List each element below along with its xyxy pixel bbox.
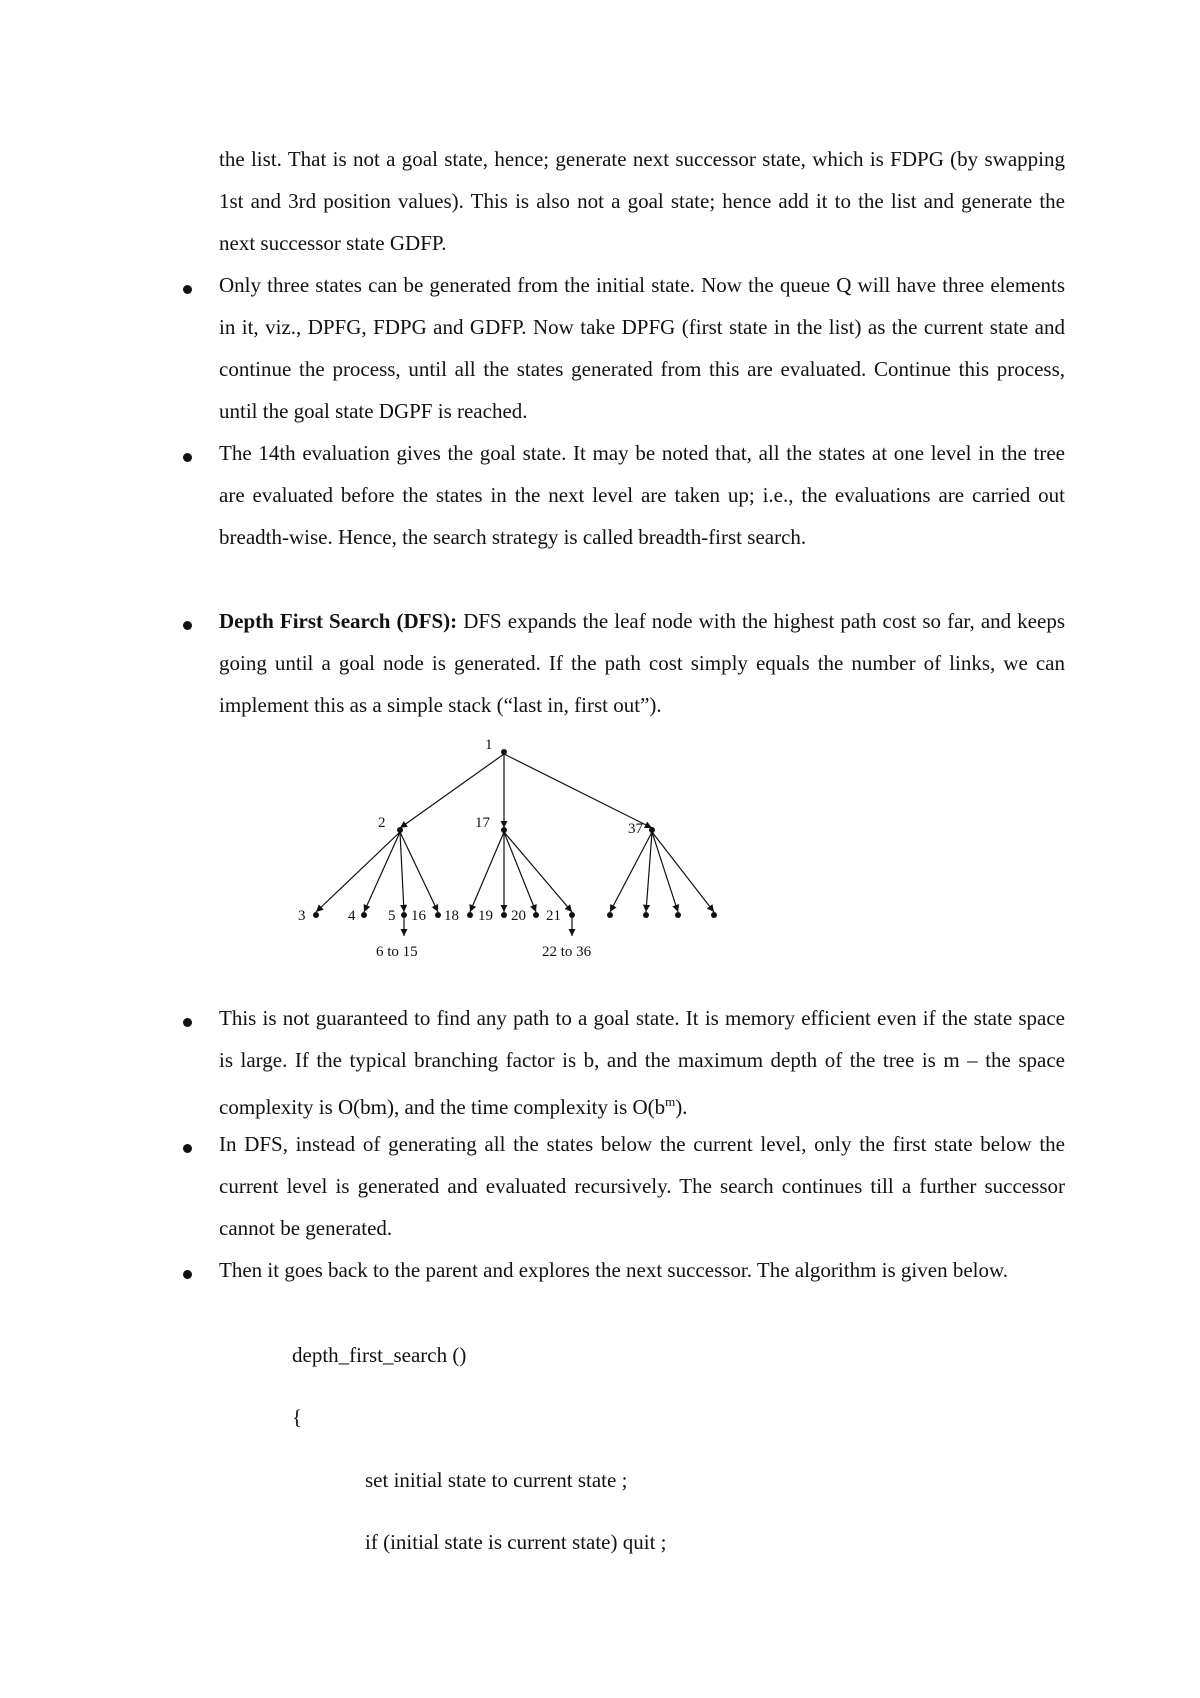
tree-label-leaf: 5	[388, 908, 396, 924]
tree-label-level1: 2	[378, 815, 386, 831]
code-line-quit-check: if (initial state is current state) quit ;	[365, 1530, 667, 1554]
tree-node	[675, 912, 681, 918]
dfs-heading: Depth First Search (DFS):	[219, 609, 458, 633]
tree-label-leaf: 19	[478, 908, 493, 924]
bullet-paragraph-recursive: In DFS, instead of generating all the states below the current level, only the first state below the current level is generated and evaluated recursively. The search continues till a further successor cannot be generated.	[219, 1132, 1065, 1240]
tree-node	[649, 827, 655, 833]
tree-label-level1: 37	[628, 821, 643, 837]
bullet-dot	[183, 1144, 192, 1153]
bullet-paragraph-backtrack: Then it goes back to the parent and explores the next successor. The algorithm is given below.	[219, 1258, 1009, 1282]
complexity-text: This is not guaranteed to find any path to a goal state. It is memory efficient even if the state space is large. If the typical branching factor is b, and the maximum depth of the tree is m – the space complexity is O(bm), and the time complexity is O(b	[219, 1006, 1065, 1119]
complexity-end: ).	[675, 1095, 688, 1119]
dfs-tree-diagram	[280, 730, 740, 970]
bullet-dot	[183, 621, 192, 630]
tree-node	[533, 912, 539, 918]
tree-edge	[470, 832, 504, 912]
tree-label-leaf: 4	[348, 908, 356, 924]
bullet-dot	[183, 1018, 192, 1027]
tree-edge	[652, 832, 714, 912]
tree-edge	[504, 832, 572, 912]
bullet-paragraph-goal-evaluation: The 14th evaluation gives the goal state. It may be noted that, all the states at one level in the tree are evaluated before the states in the next level are taken up; i.e., the evaluations are carried out breadth-wise. Hence, the search strategy is called breadth-first search.	[219, 441, 1065, 549]
dfs-description: DFS expands the leaf node with the highest path cost so far, and keeps going until a goal node is generated. If the path cost simply equals the number of links, we can implement this as a simple stack (“last in, first out”).	[219, 609, 1065, 717]
tree-node-root	[501, 749, 507, 755]
tree-node	[569, 912, 575, 918]
paragraph-continuation: the list. That is not a goal state, hence; generate next successor state, which is FDPG (by swapping 1st and 3rd position values). This is also not a goal state; hence add it to the list and generate the next successor state GDFP.	[219, 147, 1065, 255]
tree-label-leaf: 21	[546, 908, 561, 924]
tree-node	[501, 827, 507, 833]
tree-node	[313, 912, 319, 918]
tree-edge	[610, 832, 652, 912]
tree-edge	[504, 832, 536, 912]
tree-label-level1: 17	[475, 815, 490, 831]
tree-node	[467, 912, 473, 918]
tree-node	[397, 827, 403, 833]
tree-label-expansion: 22 to 36	[542, 944, 592, 960]
tree-edge	[316, 832, 400, 912]
tree-node	[361, 912, 367, 918]
code-line-function: depth_first_search ()	[292, 1343, 467, 1367]
tree-edge	[652, 832, 678, 912]
bullet-dot	[183, 1270, 192, 1279]
bullet-paragraph-three-states: Only three states can be generated from the initial state. Now the queue Q will have three elements in it, viz., DPFG, FDPG and GDFP. Now take DPFG (first state in the list) as the current state and continue the process, until all the states generated from this are evaluated. Continue this process, until the goal state DGPF is reached.	[219, 273, 1065, 423]
code-line-initial-state: set initial state to current state ;	[365, 1468, 628, 1492]
tree-node	[435, 912, 441, 918]
tree-label-expansion: 6 to 15	[376, 944, 418, 960]
bullet-dot	[183, 453, 192, 462]
tree-label-leaf: 18	[444, 908, 459, 924]
tree-label-leaf: 20	[511, 908, 526, 924]
tree-node	[643, 912, 649, 918]
tree-node	[711, 912, 717, 918]
tree-node	[501, 912, 507, 918]
tree-edge	[364, 832, 400, 912]
tree-edge	[504, 754, 652, 828]
bullet-paragraph-dfs-definition	[219, 600, 1065, 726]
complexity-exponent: m	[665, 1094, 676, 1109]
code-line-open-brace: {	[292, 1405, 303, 1429]
tree-node	[607, 912, 613, 918]
tree-edge	[400, 832, 404, 912]
bullet-paragraph-complexity	[219, 997, 1065, 1128]
tree-label-leaf: 3	[298, 908, 306, 924]
tree-label-root: 1	[485, 737, 493, 753]
tree-node	[401, 912, 407, 918]
tree-edge	[400, 832, 438, 912]
bullet-dot	[183, 285, 192, 294]
tree-label-leaf: 16	[411, 908, 426, 924]
tree-edge	[646, 832, 652, 912]
